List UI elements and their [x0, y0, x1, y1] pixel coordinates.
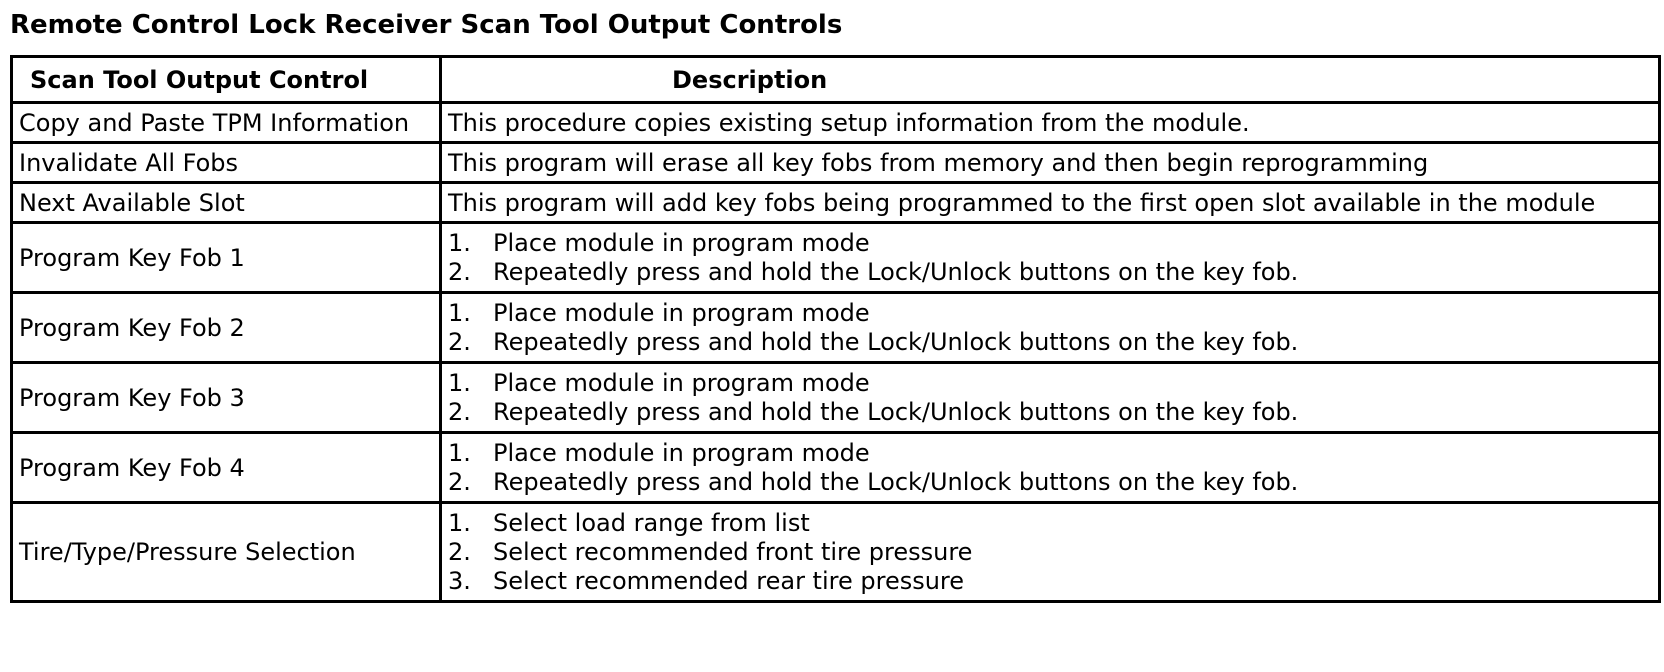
step-number: 1.	[448, 438, 471, 467]
row-description-cell	[441, 293, 1660, 363]
row-control-cell: Next Available Slot	[12, 183, 441, 223]
step-list	[448, 509, 1652, 596]
header-scan-tool-output-control: Scan Tool Output Control	[12, 57, 441, 103]
step-item	[448, 439, 1652, 468]
step-text: Select load range from list	[493, 508, 810, 537]
row-control-cell: Invalidate All Fobs	[12, 143, 441, 183]
step-number: 2.	[448, 397, 471, 426]
table-row	[12, 223, 1660, 293]
step-number: 2.	[448, 467, 471, 496]
table-row	[12, 363, 1660, 433]
step-list	[448, 439, 1652, 497]
header-description: Description	[441, 57, 1660, 103]
row-description-cell: This procedure copies existing setup information from the module.	[441, 103, 1660, 143]
step-item	[448, 328, 1652, 357]
step-text: Select recommended rear tire pressure	[493, 566, 965, 595]
row-control-cell: Program Key Fob 3	[12, 363, 441, 433]
step-text: Place module in program mode	[493, 298, 870, 327]
step-text: Repeatedly press and hold the Lock/Unlock buttons on the key fob.	[493, 257, 1299, 286]
row-control-cell: Program Key Fob 2	[12, 293, 441, 363]
step-item	[448, 299, 1652, 328]
step-item	[448, 398, 1652, 427]
step-number: 3.	[448, 566, 471, 595]
step-list	[448, 299, 1652, 357]
step-item	[448, 229, 1652, 258]
table-row	[12, 433, 1660, 503]
table-row	[12, 183, 1660, 223]
step-number: 2.	[448, 257, 471, 286]
table-row	[12, 293, 1660, 363]
row-description-cell: This program will erase all key fobs from memory and then begin reprogramming	[441, 143, 1660, 183]
step-text: Place module in program mode	[493, 438, 870, 467]
step-text: Place module in program mode	[493, 368, 870, 397]
step-item	[448, 468, 1652, 497]
step-number: 2.	[448, 537, 471, 566]
row-description-cell	[441, 223, 1660, 293]
step-item	[448, 538, 1652, 567]
step-number: 2.	[448, 327, 471, 356]
row-control-cell: Tire/Type/Pressure Selection	[12, 503, 441, 602]
step-item	[448, 509, 1652, 538]
row-control-cell: Program Key Fob 1	[12, 223, 441, 293]
step-text: Place module in program mode	[493, 228, 870, 257]
step-number: 1.	[448, 228, 471, 257]
table-header-row	[12, 57, 1660, 103]
row-description-cell: This program will add key fobs being programmed to the first open slot available in the module	[441, 183, 1660, 223]
table-row	[12, 103, 1660, 143]
output-controls-table	[10, 55, 1661, 603]
step-text: Select recommended front tire pressure	[493, 537, 973, 566]
row-control-cell: Program Key Fob 4	[12, 433, 441, 503]
step-list	[448, 369, 1652, 427]
step-item	[448, 369, 1652, 398]
step-text: Repeatedly press and hold the Lock/Unlock buttons on the key fob.	[493, 327, 1299, 356]
step-number: 1.	[448, 508, 471, 537]
step-list	[448, 229, 1652, 287]
step-text: Repeatedly press and hold the Lock/Unlock buttons on the key fob.	[493, 467, 1299, 496]
table-row	[12, 503, 1660, 602]
row-description-cell	[441, 363, 1660, 433]
table-row	[12, 143, 1660, 183]
step-item	[448, 258, 1652, 287]
step-number: 1.	[448, 368, 471, 397]
step-text: Repeatedly press and hold the Lock/Unlock buttons on the key fob.	[493, 397, 1299, 426]
step-number: 1.	[448, 298, 471, 327]
document-title: Remote Control Lock Receiver Scan Tool Output Controls	[10, 10, 843, 40]
row-description-cell	[441, 433, 1660, 503]
row-control-cell: Copy and Paste TPM Information	[12, 103, 441, 143]
row-description-cell	[441, 503, 1660, 602]
step-item	[448, 567, 1652, 596]
